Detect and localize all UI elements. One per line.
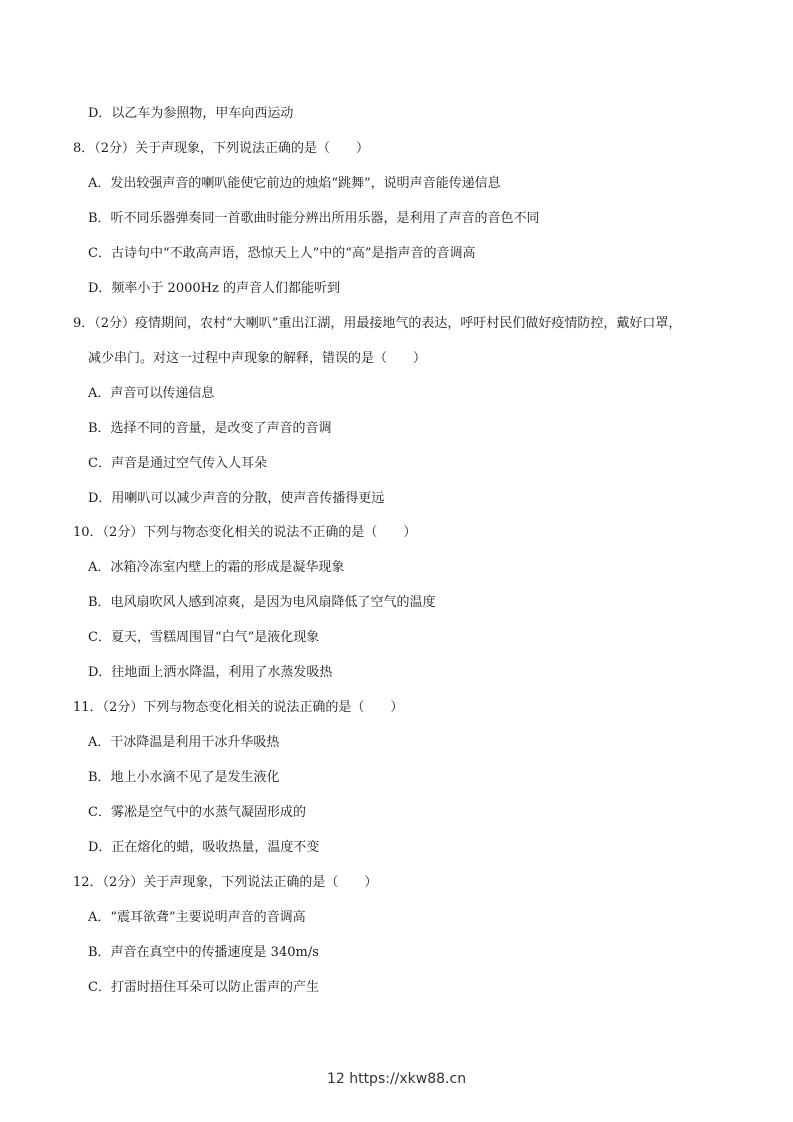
q10-option-c: C．夏天，雪糕周围冒“白气”是液化现象 <box>88 630 320 645</box>
q8-option-d: D．频率小于 2000Hz 的声音人们都能听到 <box>88 281 340 296</box>
q7-option-d: D．以乙车为参照物，甲车向西运动 <box>88 106 294 121</box>
q11-option-d: D．正在熔化的蜡，吸收热量，温度不变 <box>88 840 320 855</box>
q8-option-c: C．古诗句中“不敢高声语，恐惊天上人”中的“高”是指声音的音调高 <box>88 246 476 261</box>
page-footer: 12 https://xkw88.cn <box>326 1071 467 1087</box>
q8-option-a: A．发出较强声音的喇叭能使它前边的烛焰“跳舞”，说明声音能传递信息 <box>88 176 501 191</box>
q9-option-a: A．声音可以传递信息 <box>88 386 215 401</box>
q11-option-c: C．雾凇是空气中的水蒸气凝固形成的 <box>88 805 306 820</box>
question-9-stem-cont: 减少串门。对这一过程中声现象的解释，错误的是（ ） <box>88 351 427 366</box>
q9-option-d: D．用喇叭可以减少声音的分散，使声音传播得更远 <box>88 491 385 506</box>
question-9-stem: 9．（2分）疫情期间，农村“大喇叭”重出江湖，用最接地气的表达，呼吁村民们做好疫情防控，戴好口罩， <box>73 316 682 331</box>
question-12-stem: 12．（2分）关于声现象，下列说法正确的是（ ） <box>73 875 378 890</box>
q12-option-c: C．打雷时捂住耳朵可以防止雷声的产生 <box>88 980 319 995</box>
q8-option-b: B．听不同乐器弹奏同一首歌曲时能分辨出所用乐器，是利用了声音的音色不同 <box>88 211 540 226</box>
q11-option-a: A．干冰降温是利用干冰升华吸热 <box>88 735 280 750</box>
q9-option-c: C．声音是通过空气传入人耳朵 <box>88 456 267 471</box>
q10-option-a: A．冰箱冷冻室内壁上的霜的形成是凝华现象 <box>88 560 345 575</box>
q11-option-b: B．地上小水滴不见了是发生液化 <box>88 770 280 785</box>
q12-option-a: A．“震耳欲聋”主要说明声音的音调高 <box>88 910 306 925</box>
q9-option-b: B．选择不同的音量，是改变了声音的音调 <box>88 421 332 436</box>
question-10-stem: 10．（2分）下列与物态变化相关的说法不正确的是（ ） <box>73 525 417 540</box>
question-8-stem: 8．（2分）关于声现象，下列说法正确的是（ ） <box>73 141 370 156</box>
q12-option-b: B．声音在真空中的传播速度是 340m/s <box>88 945 319 960</box>
q10-option-d: D．往地面上洒水降温，利用了水蒸发吸热 <box>88 665 333 680</box>
question-11-stem: 11．（2分）下列与物态变化相关的说法正确的是（ ） <box>73 700 404 715</box>
q10-option-b: B．电风扇吹风人感到凉爽，是因为电风扇降低了空气的温度 <box>88 595 436 610</box>
